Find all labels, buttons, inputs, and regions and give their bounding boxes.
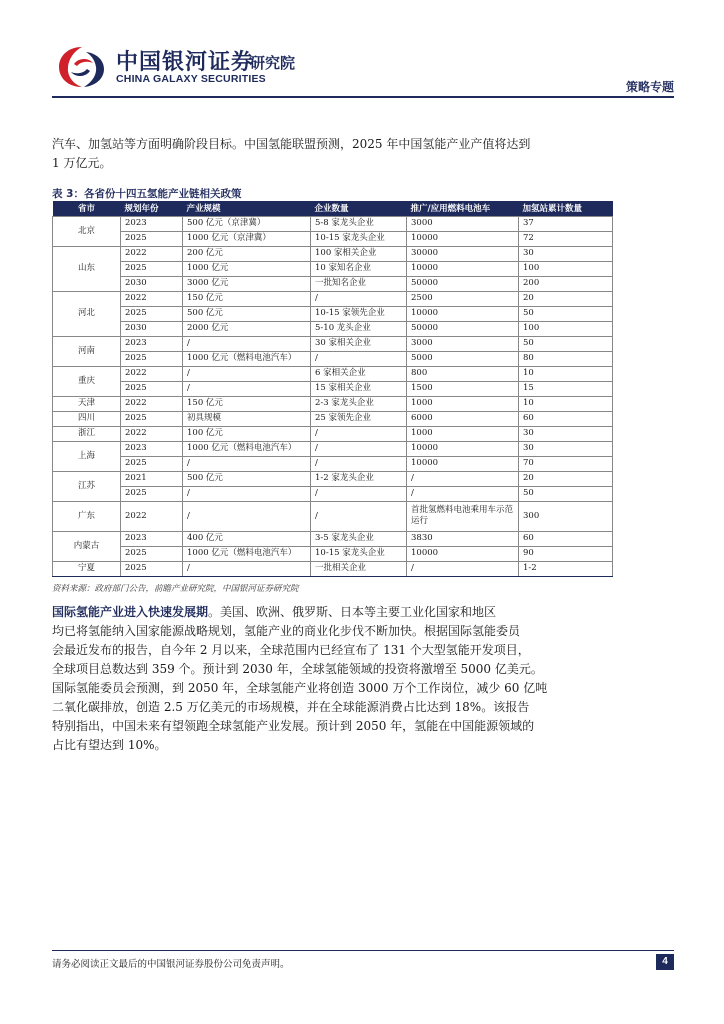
stations-cell: 10 [519, 396, 613, 411]
header-fcv: 推广/应用燃料电池车 [407, 201, 519, 216]
scale-cell: 500 亿元（京津冀） [183, 216, 311, 231]
table-row [53, 486, 613, 501]
year-cell: 2025 [121, 546, 183, 561]
scale-cell: 500 亿元 [183, 306, 311, 321]
table-row [53, 351, 613, 366]
province-cell: 四川 [53, 411, 121, 426]
year-cell: 2025 [121, 561, 183, 576]
year-cell: 2022 [121, 501, 183, 531]
province-cell: 宁夏 [53, 561, 121, 576]
province-cell: 上海 [53, 441, 121, 471]
fcv-cell: 1500 [407, 381, 519, 396]
scale-cell: / [183, 381, 311, 396]
companies-cell: 2-3 家龙头企业 [311, 396, 407, 411]
galaxy-logo-icon [56, 44, 108, 90]
fcv-cell: 50000 [407, 276, 519, 291]
companies-cell: / [311, 441, 407, 456]
fcv-cell: 3000 [407, 336, 519, 351]
scale-cell: 100 亿元 [183, 426, 311, 441]
stations-cell: 70 [519, 456, 613, 471]
header-year: 规划年份 [121, 201, 183, 216]
stations-cell: 30 [519, 246, 613, 261]
paragraph-line: 全球项目总数达到 359 个。预计到 2030 年，全球氢能领域的投资将激增至 5000 亿美元。 [52, 662, 543, 676]
scale-cell: 500 亿元 [183, 471, 311, 486]
footer-divider [52, 950, 674, 951]
companies-cell: / [311, 351, 407, 366]
fcv-cell: 5000 [407, 351, 519, 366]
scale-cell: / [183, 366, 311, 381]
fcv-cell: / [407, 561, 519, 576]
stations-cell: 50 [519, 306, 613, 321]
companies-cell: / [311, 291, 407, 306]
section-label: 策略专题 [625, 80, 674, 94]
province-cell: 北京 [53, 216, 121, 246]
page-number: 4 [656, 954, 674, 970]
paragraph-line: 会最近发布的报告，自今年 2 月以来，全球范围内已经宣布了 131 个大型氢能开发项目， [52, 643, 530, 657]
companies-cell: / [311, 501, 407, 531]
year-cell: 2025 [121, 411, 183, 426]
scale-cell: / [183, 336, 311, 351]
fcv-cell: 10000 [407, 231, 519, 246]
fcv-cell: 50000 [407, 321, 519, 336]
scale-cell: 1000 亿元（燃料电池汽车） [183, 351, 311, 366]
table-row [53, 501, 613, 531]
table-row [53, 321, 613, 336]
year-cell: 2025 [121, 351, 183, 366]
scale-cell: / [183, 456, 311, 471]
stations-cell: 60 [519, 531, 613, 546]
scale-cell: 3000 亿元 [183, 276, 311, 291]
year-cell: 2022 [121, 246, 183, 261]
table-row [53, 306, 613, 321]
table-row [53, 366, 613, 381]
scale-cell: 150 亿元 [183, 396, 311, 411]
header-divider [52, 96, 674, 98]
province-cell: 山东 [53, 246, 121, 291]
year-cell: 2022 [121, 396, 183, 411]
year-cell: 2023 [121, 441, 183, 456]
company-name-en: CHINA GALAXY SECURITIES [116, 73, 266, 85]
companies-cell: 15 家相关企业 [311, 381, 407, 396]
paragraph-line: 国际氢能委员会预测，到 2050 年，全球氢能产业将创造 3000 万个工作岗位，减少 60 亿吨 [52, 681, 548, 695]
year-cell: 2022 [121, 366, 183, 381]
companies-cell: 一批相关企业 [311, 561, 407, 576]
companies-cell: 3-5 家龙头企业 [311, 531, 407, 546]
table-row [53, 531, 613, 546]
stations-cell: 90 [519, 546, 613, 561]
province-cell: 河北 [53, 291, 121, 336]
table-header-row [53, 201, 613, 216]
companies-cell: 25 家领先企业 [311, 411, 407, 426]
stations-cell: 200 [519, 276, 613, 291]
fcv-cell: 30000 [407, 246, 519, 261]
year-cell: 2025 [121, 381, 183, 396]
fcv-cell: 首批氢燃料电池乘用车示范运行 [407, 501, 519, 531]
scale-cell: 2000 亿元 [183, 321, 311, 336]
scale-cell: 400 亿元 [183, 531, 311, 546]
header-stations: 加氢站累计数量 [519, 201, 613, 216]
year-cell: 2023 [121, 216, 183, 231]
year-cell: 2030 [121, 321, 183, 336]
province-cell: 重庆 [53, 366, 121, 396]
paragraph-lead: 国际氢能产业进入快速发展期 [52, 605, 209, 619]
stations-cell: 30 [519, 441, 613, 456]
province-cell: 广东 [53, 501, 121, 531]
paragraph-text: 。美国、欧洲、俄罗斯、日本等主要工业化国家和地区 [208, 605, 497, 619]
companies-cell: 10 家知名企业 [311, 261, 407, 276]
stations-cell: 30 [519, 426, 613, 441]
fcv-cell: 10000 [407, 306, 519, 321]
paragraph-line: 二氧化碳排放，创造 2.5 万亿美元的市场规模，并在全球能源消费占比达到 18%。该报告 [52, 700, 530, 714]
stations-cell: 100 [519, 261, 613, 276]
year-cell: 2030 [121, 276, 183, 291]
fcv-cell: 3000 [407, 216, 519, 231]
province-cell: 浙江 [53, 426, 121, 441]
table-row [53, 381, 613, 396]
scale-cell: 初具规模 [183, 411, 311, 426]
table-row [53, 276, 613, 291]
stations-cell: 50 [519, 336, 613, 351]
fcv-cell: 2500 [407, 291, 519, 306]
stations-cell: 50 [519, 486, 613, 501]
province-cell: 江苏 [53, 471, 121, 501]
table-title: 表 3：各省份十四五氢能产业链相关政策 [52, 188, 242, 200]
company-name-cn: 中国银河证券 [116, 50, 255, 75]
table-row [53, 561, 613, 576]
paragraph-line: 占比有望达到 10%。 [52, 738, 167, 752]
table-row [53, 336, 613, 351]
year-cell: 2022 [121, 426, 183, 441]
stations-cell: 20 [519, 471, 613, 486]
year-cell: 2022 [121, 291, 183, 306]
intro-paragraph [52, 135, 612, 173]
global-paragraph [52, 603, 612, 755]
stations-cell: 10 [519, 366, 613, 381]
table-row [53, 411, 613, 426]
fcv-cell: 1000 [407, 396, 519, 411]
stations-cell: 300 [519, 501, 613, 531]
table-source: 资料来源：政府部门公告，前瞻产业研究院，中国银河证券研究院 [52, 584, 299, 594]
year-cell: 2023 [121, 336, 183, 351]
companies-cell: 1-2 家龙头企业 [311, 471, 407, 486]
table-row [53, 246, 613, 261]
paragraph-line: 均已将氢能纳入国家能源战略规划，氢能产业的商业化步伐不断加快。根据国际氢能委员 [52, 624, 521, 638]
companies-cell: 5-10 龙头企业 [311, 321, 407, 336]
scale-cell: 1000 亿元（燃料电池汽车） [183, 546, 311, 561]
companies-cell: 5-8 家龙头企业 [311, 216, 407, 231]
paragraph-line [52, 603, 612, 622]
paragraph-line: 特别指出，中国未来有望领跑全球氢能产业发展。预计到 2050 年，氢能在中国能源领域的 [52, 719, 535, 733]
year-cell: 2025 [121, 486, 183, 501]
companies-cell: 一批知名企业 [311, 276, 407, 291]
scale-cell: / [183, 561, 311, 576]
stations-cell: 72 [519, 231, 613, 246]
header-scale: 产业规模 [183, 201, 311, 216]
stations-cell: 100 [519, 321, 613, 336]
table-row [53, 441, 613, 456]
stations-cell: 20 [519, 291, 613, 306]
companies-cell: 10-15 家龙头企业 [311, 231, 407, 246]
companies-cell: 10-15 家龙头企业 [311, 546, 407, 561]
table-row [53, 456, 613, 471]
stations-cell: 37 [519, 216, 613, 231]
companies-cell: / [311, 426, 407, 441]
fcv-cell: 10000 [407, 261, 519, 276]
fcv-cell: 10000 [407, 456, 519, 471]
fcv-cell: / [407, 471, 519, 486]
page-header [52, 40, 674, 98]
province-cell: 天津 [53, 396, 121, 411]
fcv-cell: 3830 [407, 531, 519, 546]
year-cell: 2025 [121, 456, 183, 471]
scale-cell: 200 亿元 [183, 246, 311, 261]
header-companies: 企业数量 [311, 201, 407, 216]
stations-cell: 15 [519, 381, 613, 396]
header-province: 省市 [53, 201, 121, 216]
year-cell: 2023 [121, 531, 183, 546]
companies-cell: / [311, 456, 407, 471]
intro-line: 汽车、加氢站等方面明确阶段目标。中国氢能联盟预测，2025 年中国氢能产业产值将达到 [52, 137, 531, 151]
table-row [53, 231, 613, 246]
fcv-cell: 1000 [407, 426, 519, 441]
fcv-cell: 800 [407, 366, 519, 381]
year-cell: 2025 [121, 231, 183, 246]
scale-cell: 1000 亿元（燃料电池汽车） [183, 441, 311, 456]
fcv-cell: 6000 [407, 411, 519, 426]
table-row [53, 546, 613, 561]
stations-cell: 60 [519, 411, 613, 426]
table-row [53, 291, 613, 306]
companies-cell: 10-15 家领先企业 [311, 306, 407, 321]
province-cell: 内蒙古 [53, 531, 121, 561]
table-row [53, 426, 613, 441]
province-cell: 河南 [53, 336, 121, 366]
companies-cell: / [311, 486, 407, 501]
table-row [53, 471, 613, 486]
stations-cell: 80 [519, 351, 613, 366]
year-cell: 2025 [121, 306, 183, 321]
year-cell: 2021 [121, 471, 183, 486]
table-row [53, 396, 613, 411]
intro-line: 1 万亿元。 [52, 156, 112, 170]
table-body [53, 216, 613, 576]
stations-cell: 1-2 [519, 561, 613, 576]
scale-cell: 1000 亿元（京津冀） [183, 231, 311, 246]
fcv-cell: / [407, 486, 519, 501]
fcv-cell: 10000 [407, 546, 519, 561]
scale-cell: 150 亿元 [183, 291, 311, 306]
year-cell: 2025 [121, 261, 183, 276]
companies-cell: 30 家相关企业 [311, 336, 407, 351]
companies-cell: 6 家相关企业 [311, 366, 407, 381]
scale-cell: / [183, 486, 311, 501]
policy-table [52, 201, 613, 577]
companies-cell: 100 家相关企业 [311, 246, 407, 261]
footer-disclaimer: 请务必阅读正文最后的中国银河证券股份公司免责声明。 [52, 959, 290, 970]
scale-cell: / [183, 501, 311, 531]
table-row [53, 216, 613, 231]
institute-label: 研究院 [250, 54, 296, 72]
fcv-cell: 10000 [407, 441, 519, 456]
table-row [53, 261, 613, 276]
scale-cell: 1000 亿元 [183, 261, 311, 276]
